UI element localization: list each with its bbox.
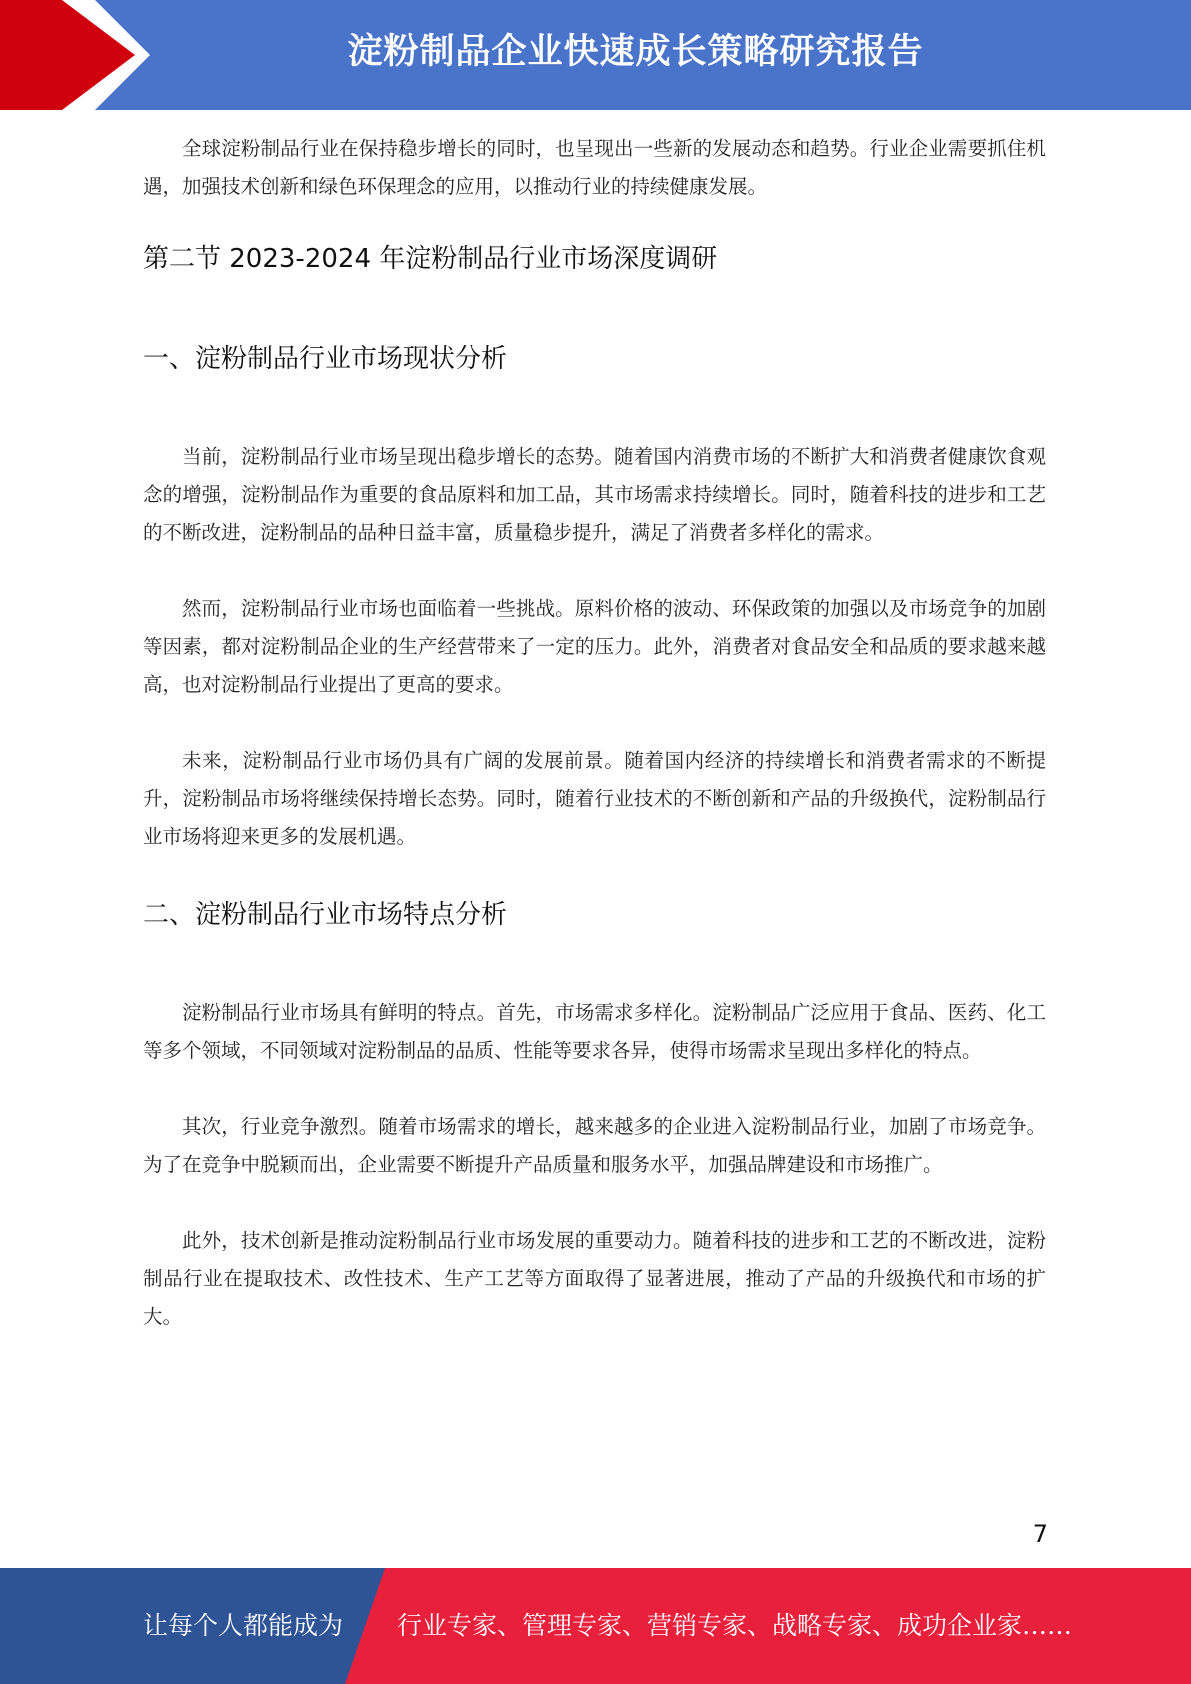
features-paragraph-2: 其次，行业竞争激烈。随着市场需求的增长，越来越多的企业进入淀粉制品行业，加剧了市场竞争。为了在竞争中脱颖而出，企业需要不断提升产品质量和服务水平，加强品牌建设和市场推广。 [143, 1115, 1046, 1176]
features-paragraph-3: 此外，技术创新是推动淀粉制品行业市场发展的重要动力。随着科技的进步和工艺的不断改进，淀粉制品行业在提取技术、改性技术、生产工艺等方面取得了显著进展，推动了产品的升级换代和市场的扩大。 [143, 1229, 1046, 1328]
footer-slogan-left: 让每个人都能成为 [143, 1611, 344, 1640]
subsection-title-features: 二、淀粉制品行业市场特点分析 [143, 900, 508, 930]
subsection-title-status: 一、淀粉制品行业市场现状分析 [143, 344, 508, 374]
page-footer [0, 1568, 1191, 1684]
page-content [143, 130, 1046, 1336]
header-arrow-shape [0, 0, 160, 110]
status-paragraph-3: 未来，淀粉制品行业市场仍具有广阔的发展前景。随着国内经济的持续增长和消费者需求的不断提升，淀粉制品市场将继续保持增长态势。同时，随着行业技术的不断创新和产品的升级换代，淀粉制品行业市场将迎来更多的发展机遇。 [143, 749, 1046, 848]
section-title: 第二节 2023-2024 年淀粉制品行业市场深度调研 [143, 244, 718, 274]
page-header [0, 0, 1191, 110]
status-paragraph-2: 然而，淀粉制品行业市场也面临着一些挑战。原料价格的波动、环保政策的加强以及市场竞争的加剧等因素，都对淀粉制品企业的生产经营带来了一定的压力。此外，消费者对食品安全和品质的要求越来越高，也对淀粉制品行业提出了更高的要求。 [143, 597, 1046, 696]
features-paragraph-1: 淀粉制品行业市场具有鲜明的特点。首先，市场需求多样化。淀粉制品广泛应用于食品、医药、化工等多个领域，不同领域对淀粉制品的品质、性能等要求各异，使得市场需求呈现出多样化的特点。 [143, 1001, 1046, 1062]
intro-paragraph: 全球淀粉制品行业在保持稳步增长的同时，也呈现出一些新的发展动态和趋势。行业企业需要抓住机遇，加强技术创新和绿色环保理念的应用，以推动行业的持续健康发展。 [143, 137, 1046, 198]
footer-slogan-right: 行业专家、管理专家、营销专家、战略专家、成功企业家…… [397, 1611, 1073, 1640]
report-title: 淀粉制品企业快速成长策略研究报告 [347, 32, 924, 72]
page-number: 7 [1032, 1520, 1048, 1548]
status-paragraph-1: 当前，淀粉制品行业市场呈现出稳步增长的态势。随着国内消费市场的不断扩大和消费者健康饮食观念的增强，淀粉制品作为重要的食品原料和加工品，其市场需求持续增长。同时，随着科技的进步和工艺的不断改进，淀粉制品的品种日益丰富，质量稳步提升，满足了消费者多样化的需求。 [143, 445, 1046, 544]
